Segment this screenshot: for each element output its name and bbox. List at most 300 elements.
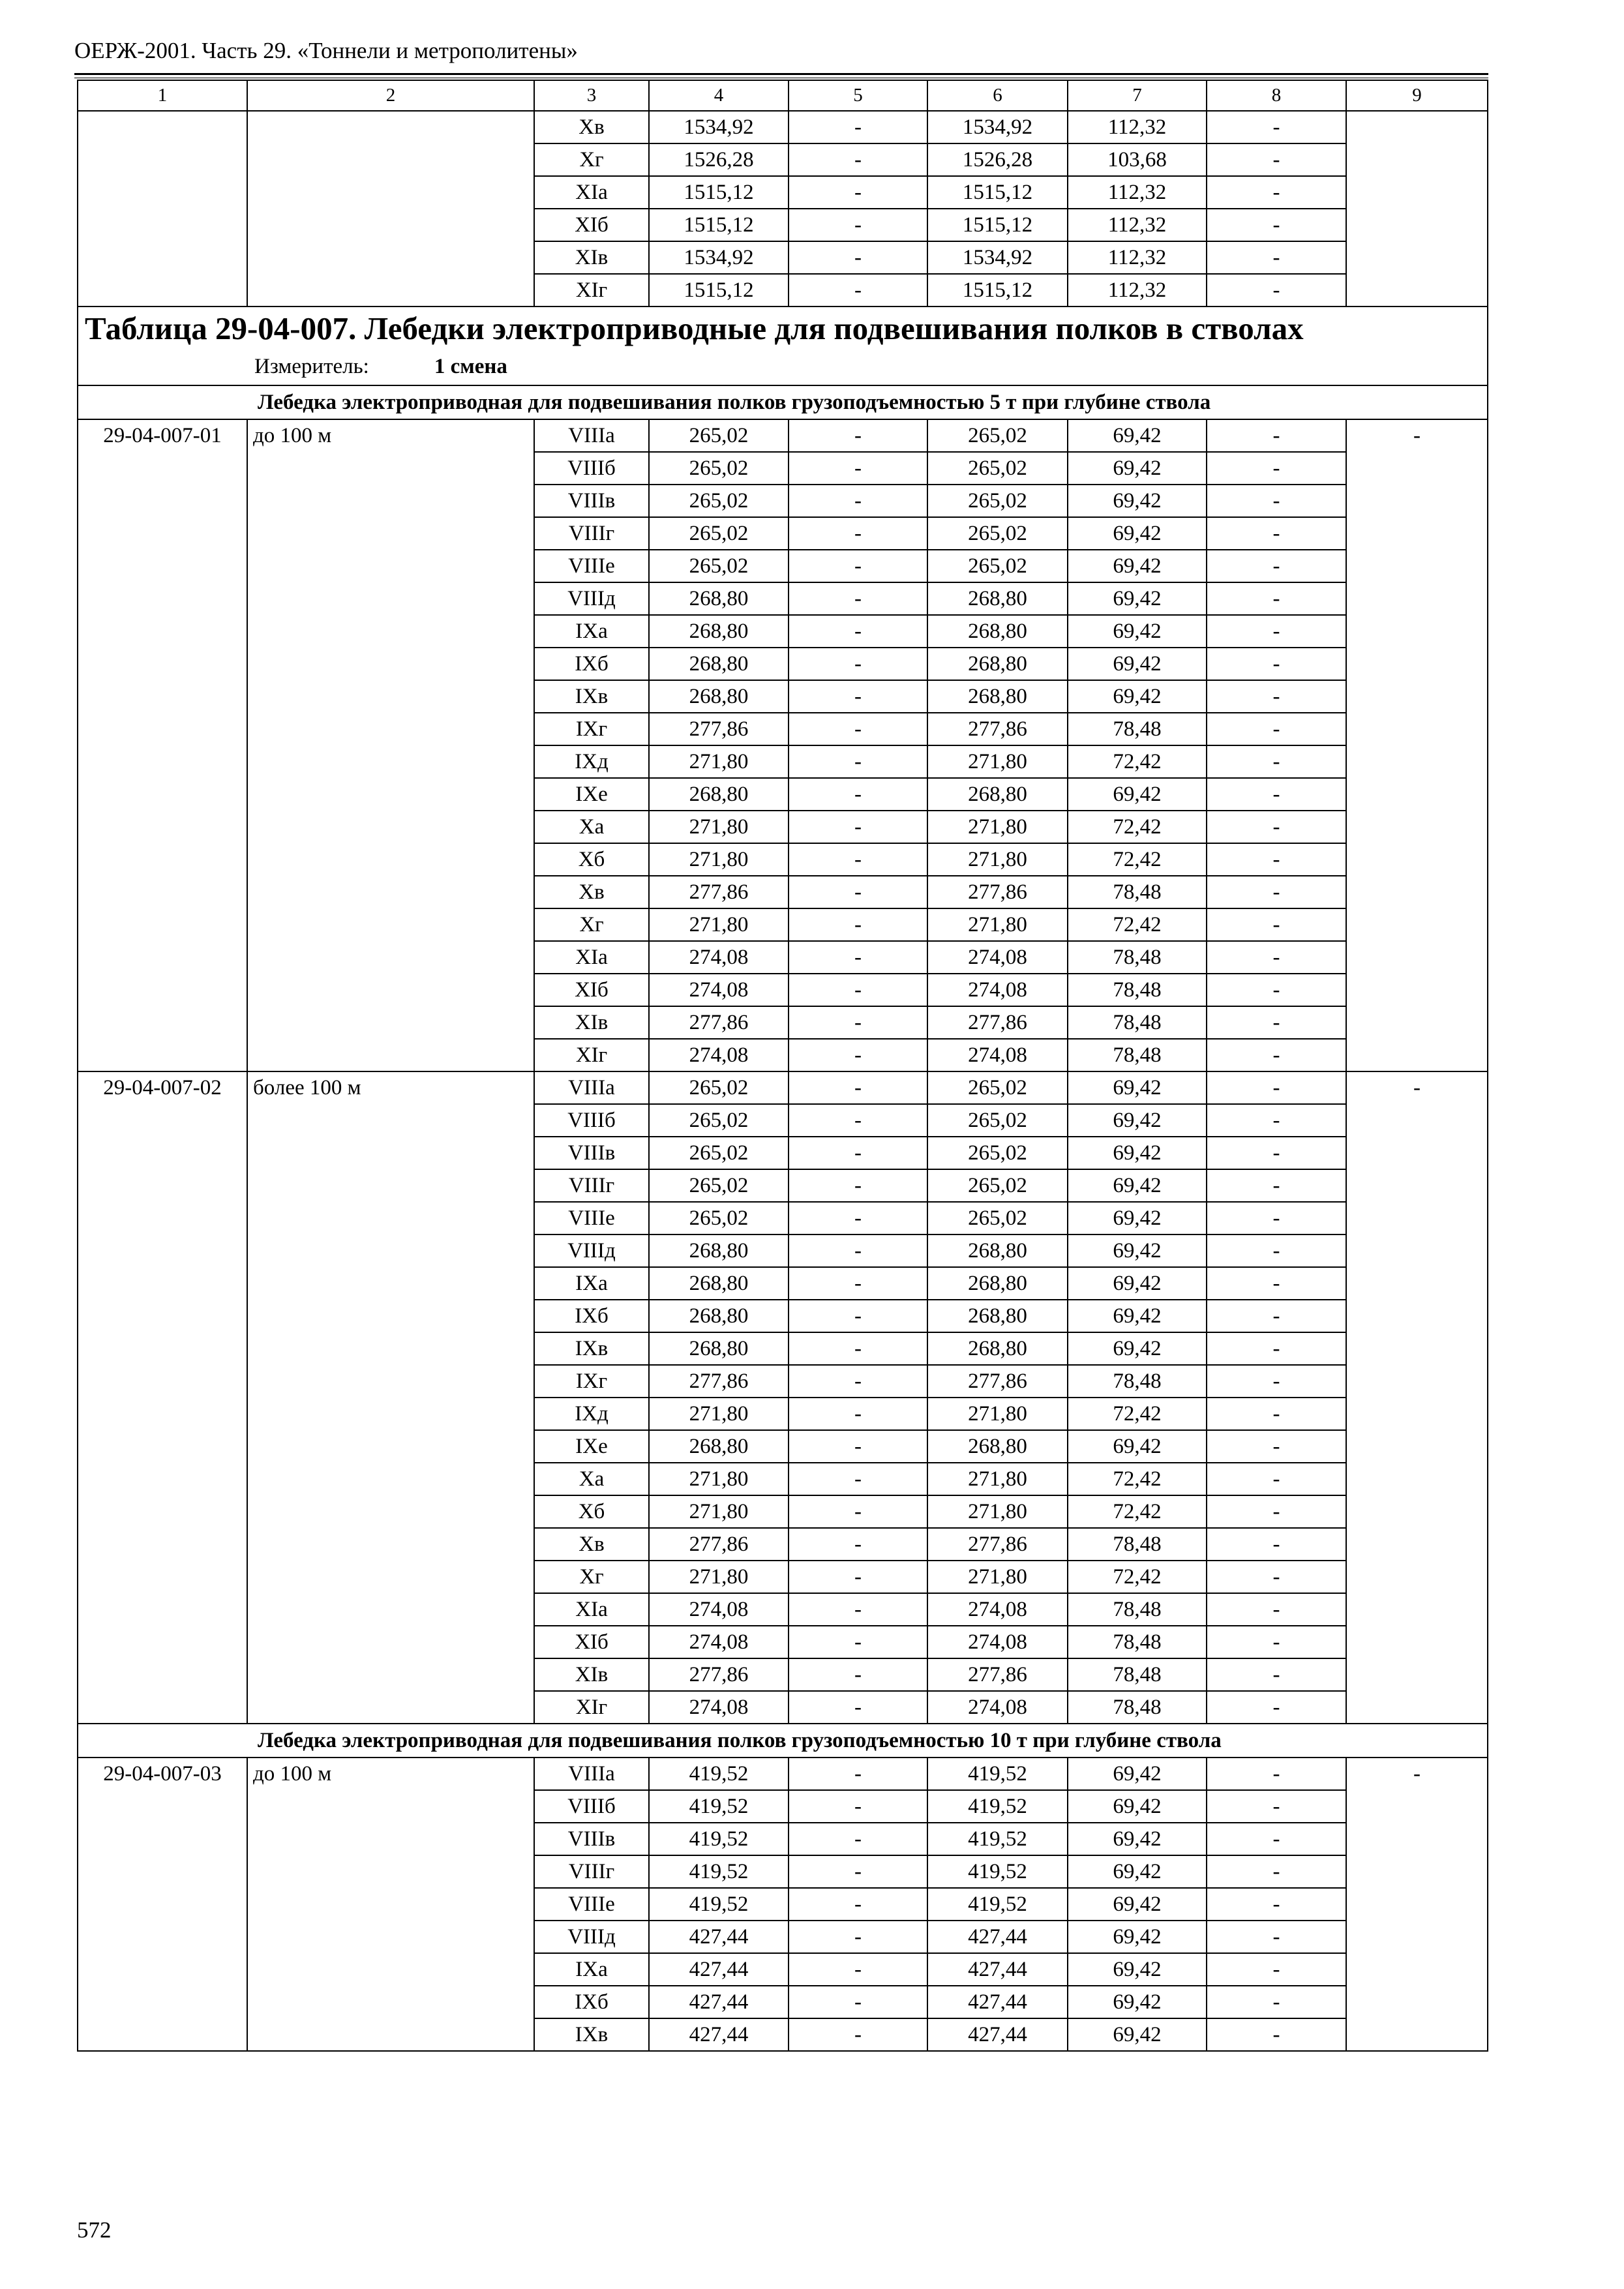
labor-cost: - bbox=[789, 843, 927, 876]
machine-cost: 271,80 bbox=[927, 1463, 1068, 1495]
total-cost: 265,02 bbox=[649, 452, 789, 485]
table-row bbox=[78, 1071, 1488, 1104]
operator-wage: 69,42 bbox=[1068, 1202, 1207, 1234]
materials-cost: - bbox=[1207, 1267, 1346, 1300]
materials-cost: - bbox=[1207, 778, 1346, 811]
labor-cost: - bbox=[789, 1137, 927, 1169]
operator-wage: 112,32 bbox=[1068, 209, 1207, 241]
labor-cost: - bbox=[789, 582, 927, 615]
total-cost: 274,08 bbox=[649, 1691, 789, 1724]
total-cost: 271,80 bbox=[649, 1463, 789, 1495]
resource-category: XIа bbox=[534, 941, 649, 974]
machine-cost: 265,02 bbox=[927, 1202, 1068, 1234]
materials-cost: - bbox=[1207, 1104, 1346, 1137]
operator-wage: 72,42 bbox=[1068, 811, 1207, 843]
operator-wage: 78,48 bbox=[1068, 876, 1207, 908]
machine-cost: 419,52 bbox=[927, 1888, 1068, 1921]
materials-cost: - bbox=[1207, 1332, 1346, 1365]
table-row bbox=[78, 419, 1488, 452]
materials-cost: - bbox=[1207, 1234, 1346, 1267]
materials-cost: - bbox=[1207, 876, 1346, 908]
operator-wage: 69,42 bbox=[1068, 1104, 1207, 1137]
total-cost: 265,02 bbox=[649, 1202, 789, 1234]
materials-cost: - bbox=[1207, 1006, 1346, 1039]
machine-cost: 1534,92 bbox=[927, 241, 1068, 274]
total-cost: 419,52 bbox=[649, 1758, 789, 1790]
operator-wage: 112,32 bbox=[1068, 111, 1207, 143]
labor-cost: - bbox=[789, 811, 927, 843]
total-cost: 277,86 bbox=[649, 1658, 789, 1691]
resource-category: Ха bbox=[534, 1463, 649, 1495]
total-cost: 427,44 bbox=[649, 1986, 789, 2018]
materials-cost: - bbox=[1207, 974, 1346, 1006]
col9-cell: - bbox=[1346, 1758, 1488, 2051]
total-cost: 1515,12 bbox=[649, 176, 789, 209]
total-cost: 265,02 bbox=[649, 419, 789, 452]
rate-description: более 100 м bbox=[247, 1071, 534, 1724]
materials-cost: - bbox=[1207, 1888, 1346, 1921]
operator-wage: 78,48 bbox=[1068, 1626, 1207, 1658]
resource-category: VIIIб bbox=[534, 1790, 649, 1823]
total-cost: 427,44 bbox=[649, 1921, 789, 1953]
materials-cost: - bbox=[1207, 1986, 1346, 2018]
machine-cost: 268,80 bbox=[927, 1300, 1068, 1332]
operator-wage: 69,42 bbox=[1068, 615, 1207, 648]
labor-cost: - bbox=[789, 1758, 927, 1790]
materials-cost: - bbox=[1207, 241, 1346, 274]
machine-cost: 274,08 bbox=[927, 1691, 1068, 1724]
operator-wage: 72,42 bbox=[1068, 745, 1207, 778]
operator-wage: 69,42 bbox=[1068, 452, 1207, 485]
total-cost: 271,80 bbox=[649, 1398, 789, 1430]
operator-wage: 69,42 bbox=[1068, 1234, 1207, 1267]
resource-category: IXе bbox=[534, 778, 649, 811]
labor-cost: - bbox=[789, 452, 927, 485]
total-cost: 419,52 bbox=[649, 1823, 789, 1855]
measure-label: Измеритель: bbox=[254, 355, 369, 378]
operator-wage: 72,42 bbox=[1068, 1495, 1207, 1528]
machine-cost: 268,80 bbox=[927, 1430, 1068, 1463]
labor-cost: - bbox=[789, 1365, 927, 1398]
operator-wage: 69,42 bbox=[1068, 1430, 1207, 1463]
machine-cost: 268,80 bbox=[927, 1234, 1068, 1267]
operator-wage: 72,42 bbox=[1068, 1398, 1207, 1430]
operator-wage: 69,42 bbox=[1068, 1953, 1207, 1986]
materials-cost: - bbox=[1207, 1561, 1346, 1593]
rate-code: 29-04-007-01 bbox=[78, 419, 247, 1071]
materials-cost: - bbox=[1207, 1039, 1346, 1071]
operator-wage: 72,42 bbox=[1068, 1561, 1207, 1593]
total-cost: 427,44 bbox=[649, 2018, 789, 2051]
operator-wage: 69,42 bbox=[1068, 1071, 1207, 1104]
machine-cost: 268,80 bbox=[927, 778, 1068, 811]
rate-code: 29-04-007-02 bbox=[78, 1071, 247, 1724]
total-cost: 1526,28 bbox=[649, 143, 789, 176]
materials-cost: - bbox=[1207, 1593, 1346, 1626]
page-number: 572 bbox=[77, 2217, 112, 2243]
materials-cost: - bbox=[1207, 843, 1346, 876]
resource-category: Хг bbox=[534, 143, 649, 176]
operator-wage: 69,42 bbox=[1068, 550, 1207, 582]
machine-cost: 271,80 bbox=[927, 811, 1068, 843]
operator-wage: 69,42 bbox=[1068, 1332, 1207, 1365]
resource-category: XIб bbox=[534, 1626, 649, 1658]
resource-category: XIв bbox=[534, 241, 649, 274]
machine-cost: 277,86 bbox=[927, 1006, 1068, 1039]
operator-wage: 78,48 bbox=[1068, 1593, 1207, 1626]
labor-cost: - bbox=[789, 1430, 927, 1463]
labor-cost: - bbox=[789, 713, 927, 745]
column-number-row bbox=[78, 80, 1488, 111]
labor-cost: - bbox=[789, 1953, 927, 1986]
total-cost: 274,08 bbox=[649, 941, 789, 974]
total-cost: 274,08 bbox=[649, 1039, 789, 1071]
materials-cost: - bbox=[1207, 1430, 1346, 1463]
resource-category: Хв bbox=[534, 1528, 649, 1561]
resource-category: VIIIг bbox=[534, 1855, 649, 1888]
materials-cost: - bbox=[1207, 811, 1346, 843]
operator-wage: 69,42 bbox=[1068, 419, 1207, 452]
resource-category: IXб bbox=[534, 648, 649, 680]
column-number: 8 bbox=[1207, 80, 1346, 111]
machine-cost: 427,44 bbox=[927, 1921, 1068, 1953]
operator-wage: 78,48 bbox=[1068, 1691, 1207, 1724]
machine-cost: 277,86 bbox=[927, 1528, 1068, 1561]
resource-category: IXа bbox=[534, 615, 649, 648]
total-cost: 268,80 bbox=[649, 1332, 789, 1365]
section-title-row bbox=[78, 385, 1488, 419]
materials-cost: - bbox=[1207, 1953, 1346, 1986]
measure-row bbox=[78, 349, 1488, 385]
total-cost: 271,80 bbox=[649, 745, 789, 778]
materials-cost: - bbox=[1207, 582, 1346, 615]
labor-cost: - bbox=[789, 908, 927, 941]
total-cost: 268,80 bbox=[649, 648, 789, 680]
resource-category: Ха bbox=[534, 811, 649, 843]
materials-cost: - bbox=[1207, 1398, 1346, 1430]
labor-cost: - bbox=[789, 1300, 927, 1332]
labor-cost: - bbox=[789, 974, 927, 1006]
labor-cost: - bbox=[789, 2018, 927, 2051]
resource-category: XIг bbox=[534, 274, 649, 307]
labor-cost: - bbox=[789, 1855, 927, 1888]
measure-cell bbox=[78, 349, 1488, 385]
resource-category: VIIIд bbox=[534, 582, 649, 615]
resource-category: IXг bbox=[534, 713, 649, 745]
resource-category: VIIIа bbox=[534, 1758, 649, 1790]
resource-category: VIIIа bbox=[534, 1071, 649, 1104]
operator-wage: 78,48 bbox=[1068, 1006, 1207, 1039]
total-cost: 1534,92 bbox=[649, 241, 789, 274]
labor-cost: - bbox=[789, 1921, 927, 1953]
machine-cost: 427,44 bbox=[927, 1986, 1068, 2018]
labor-cost: - bbox=[789, 550, 927, 582]
total-cost: 268,80 bbox=[649, 615, 789, 648]
labor-cost: - bbox=[789, 1332, 927, 1365]
machine-cost: 265,02 bbox=[927, 1071, 1068, 1104]
machine-cost: 271,80 bbox=[927, 908, 1068, 941]
total-cost: 277,86 bbox=[649, 1365, 789, 1398]
labor-cost: - bbox=[789, 648, 927, 680]
table-title: Таблица 29-04-007. Лебедки электроприводные для подвешивания полков в стволах bbox=[78, 307, 1488, 349]
labor-cost: - bbox=[789, 176, 927, 209]
column-number: 6 bbox=[927, 80, 1068, 111]
labor-cost: - bbox=[789, 1823, 927, 1855]
operator-wage: 78,48 bbox=[1068, 713, 1207, 745]
labor-cost: - bbox=[789, 517, 927, 550]
total-cost: 271,80 bbox=[649, 843, 789, 876]
resource-category: XIг bbox=[534, 1691, 649, 1724]
machine-cost: 427,44 bbox=[927, 1953, 1068, 1986]
resource-category: Хв bbox=[534, 876, 649, 908]
column-number: 9 bbox=[1346, 80, 1488, 111]
resource-category: IXа bbox=[534, 1267, 649, 1300]
labor-cost: - bbox=[789, 1593, 927, 1626]
materials-cost: - bbox=[1207, 648, 1346, 680]
total-cost: 1515,12 bbox=[649, 209, 789, 241]
total-cost: 265,02 bbox=[649, 485, 789, 517]
resource-category: XIа bbox=[534, 1593, 649, 1626]
labor-cost: - bbox=[789, 1626, 927, 1658]
labor-cost: - bbox=[789, 1104, 927, 1137]
resource-category: IXв bbox=[534, 1332, 649, 1365]
total-cost: 277,86 bbox=[649, 713, 789, 745]
total-cost: 1534,92 bbox=[649, 111, 789, 143]
total-cost: 271,80 bbox=[649, 1495, 789, 1528]
column-number: 5 bbox=[789, 80, 927, 111]
operator-wage: 69,42 bbox=[1068, 1790, 1207, 1823]
total-cost: 268,80 bbox=[649, 1430, 789, 1463]
total-cost: 265,02 bbox=[649, 1104, 789, 1137]
col9-cell: - bbox=[1346, 419, 1488, 1071]
labor-cost: - bbox=[789, 1169, 927, 1202]
resource-category: IXб bbox=[534, 1986, 649, 2018]
total-cost: 265,02 bbox=[649, 1071, 789, 1104]
operator-wage: 69,42 bbox=[1068, 2018, 1207, 2051]
operator-wage: 103,68 bbox=[1068, 143, 1207, 176]
col9-cell bbox=[1346, 111, 1488, 307]
labor-cost: - bbox=[789, 1202, 927, 1234]
resource-category: XIа bbox=[534, 176, 649, 209]
labor-cost: - bbox=[789, 1561, 927, 1593]
resource-category: IXд bbox=[534, 745, 649, 778]
operator-wage: 78,48 bbox=[1068, 1365, 1207, 1398]
machine-cost: 274,08 bbox=[927, 1039, 1068, 1071]
labor-cost: - bbox=[789, 745, 927, 778]
operator-wage: 69,42 bbox=[1068, 1758, 1207, 1790]
rate-description: до 100 м bbox=[247, 1758, 534, 2051]
machine-cost: 274,08 bbox=[927, 974, 1068, 1006]
resource-category: IXа bbox=[534, 1953, 649, 1986]
resource-category: XIб bbox=[534, 209, 649, 241]
total-cost: 419,52 bbox=[649, 1888, 789, 1921]
operator-wage: 78,48 bbox=[1068, 941, 1207, 974]
materials-cost: - bbox=[1207, 452, 1346, 485]
resource-category: VIIIг bbox=[534, 1169, 649, 1202]
total-cost: 274,08 bbox=[649, 1593, 789, 1626]
machine-cost: 271,80 bbox=[927, 1561, 1068, 1593]
description-cell bbox=[247, 111, 534, 307]
table-row bbox=[78, 111, 1488, 143]
total-cost: 274,08 bbox=[649, 974, 789, 1006]
machine-cost: 271,80 bbox=[927, 843, 1068, 876]
operator-wage: 69,42 bbox=[1068, 1300, 1207, 1332]
machine-cost: 1534,92 bbox=[927, 111, 1068, 143]
resource-category: VIIIа bbox=[534, 419, 649, 452]
total-cost: 265,02 bbox=[649, 550, 789, 582]
labor-cost: - bbox=[789, 1006, 927, 1039]
machine-cost: 265,02 bbox=[927, 1169, 1068, 1202]
labor-cost: - bbox=[789, 274, 927, 307]
resource-category: IXг bbox=[534, 1365, 649, 1398]
total-cost: 274,08 bbox=[649, 1626, 789, 1658]
machine-cost: 419,52 bbox=[927, 1758, 1068, 1790]
resource-category: VIIIв bbox=[534, 1137, 649, 1169]
table-body bbox=[78, 80, 1488, 2051]
materials-cost: - bbox=[1207, 2018, 1346, 2051]
machine-cost: 274,08 bbox=[927, 1626, 1068, 1658]
resource-category: Хг bbox=[534, 1561, 649, 1593]
rate-description: до 100 м bbox=[247, 419, 534, 1071]
section-title: Лебедка электроприводная для подвешивания полков грузоподъемностью 5 т при глубине ствола bbox=[78, 385, 1488, 419]
total-cost: 277,86 bbox=[649, 876, 789, 908]
resource-category: VIIIб bbox=[534, 452, 649, 485]
labor-cost: - bbox=[789, 680, 927, 713]
operator-wage: 69,42 bbox=[1068, 778, 1207, 811]
resource-category: VIIIд bbox=[534, 1921, 649, 1953]
materials-cost: - bbox=[1207, 274, 1346, 307]
machine-cost: 265,02 bbox=[927, 485, 1068, 517]
materials-cost: - bbox=[1207, 1300, 1346, 1332]
operator-wage: 69,42 bbox=[1068, 1137, 1207, 1169]
materials-cost: - bbox=[1207, 615, 1346, 648]
labor-cost: - bbox=[789, 485, 927, 517]
materials-cost: - bbox=[1207, 1495, 1346, 1528]
machine-cost: 277,86 bbox=[927, 1658, 1068, 1691]
machine-cost: 265,02 bbox=[927, 452, 1068, 485]
machine-cost: 271,80 bbox=[927, 1398, 1068, 1430]
machine-cost: 277,86 bbox=[927, 1365, 1068, 1398]
resource-category: XIг bbox=[534, 1039, 649, 1071]
operator-wage: 69,42 bbox=[1068, 1823, 1207, 1855]
labor-cost: - bbox=[789, 1528, 927, 1561]
resource-category: Хб bbox=[534, 1495, 649, 1528]
total-cost: 419,52 bbox=[649, 1855, 789, 1888]
operator-wage: 112,32 bbox=[1068, 241, 1207, 274]
section-title-row bbox=[78, 1724, 1488, 1758]
labor-cost: - bbox=[789, 1495, 927, 1528]
operator-wage: 69,42 bbox=[1068, 517, 1207, 550]
materials-cost: - bbox=[1207, 680, 1346, 713]
materials-cost: - bbox=[1207, 1921, 1346, 1953]
resource-category: Хб bbox=[534, 843, 649, 876]
labor-cost: - bbox=[789, 778, 927, 811]
operator-wage: 78,48 bbox=[1068, 1528, 1207, 1561]
operator-wage: 72,42 bbox=[1068, 843, 1207, 876]
total-cost: 271,80 bbox=[649, 811, 789, 843]
materials-cost: - bbox=[1207, 745, 1346, 778]
operator-wage: 69,42 bbox=[1068, 648, 1207, 680]
measure-unit: 1 смена bbox=[434, 355, 507, 378]
operator-wage: 69,42 bbox=[1068, 1169, 1207, 1202]
machine-cost: 265,02 bbox=[927, 550, 1068, 582]
machine-cost: 419,52 bbox=[927, 1790, 1068, 1823]
total-cost: 427,44 bbox=[649, 1953, 789, 1986]
labor-cost: - bbox=[789, 1790, 927, 1823]
machine-cost: 268,80 bbox=[927, 1332, 1068, 1365]
materials-cost: - bbox=[1207, 1463, 1346, 1495]
total-cost: 268,80 bbox=[649, 1267, 789, 1300]
resource-category: XIв bbox=[534, 1006, 649, 1039]
materials-cost: - bbox=[1207, 1202, 1346, 1234]
resource-category: VIIIе bbox=[534, 1202, 649, 1234]
rate-code: 29-04-007-03 bbox=[78, 1758, 247, 2051]
labor-cost: - bbox=[789, 1888, 927, 1921]
machine-cost: 265,02 bbox=[927, 1137, 1068, 1169]
resource-category: VIIIе bbox=[534, 550, 649, 582]
resource-category: VIIIв bbox=[534, 485, 649, 517]
labor-cost: - bbox=[789, 1071, 927, 1104]
column-number: 4 bbox=[649, 80, 789, 111]
materials-cost: - bbox=[1207, 1169, 1346, 1202]
total-cost: 265,02 bbox=[649, 517, 789, 550]
total-cost: 277,86 bbox=[649, 1528, 789, 1561]
materials-cost: - bbox=[1207, 1790, 1346, 1823]
column-number: 3 bbox=[534, 80, 649, 111]
machine-cost: 265,02 bbox=[927, 1104, 1068, 1137]
resource-category: IXе bbox=[534, 1430, 649, 1463]
machine-cost: 268,80 bbox=[927, 1267, 1068, 1300]
labor-cost: - bbox=[789, 1463, 927, 1495]
resource-category: XIв bbox=[534, 1658, 649, 1691]
materials-cost: - bbox=[1207, 485, 1346, 517]
machine-cost: 268,80 bbox=[927, 615, 1068, 648]
operator-wage: 112,32 bbox=[1068, 274, 1207, 307]
section-title: Лебедка электроприводная для подвешивания полков грузоподъемностью 10 т при глубине ствола bbox=[78, 1724, 1488, 1758]
total-cost: 268,80 bbox=[649, 778, 789, 811]
labor-cost: - bbox=[789, 111, 927, 143]
resource-category: IXв bbox=[534, 2018, 649, 2051]
total-cost: 268,80 bbox=[649, 582, 789, 615]
resource-category: IXд bbox=[534, 1398, 649, 1430]
header-rule bbox=[74, 73, 1488, 75]
materials-cost: - bbox=[1207, 1365, 1346, 1398]
machine-cost: 271,80 bbox=[927, 745, 1068, 778]
operator-wage: 69,42 bbox=[1068, 582, 1207, 615]
table-title-row bbox=[78, 307, 1488, 349]
labor-cost: - bbox=[789, 209, 927, 241]
machine-cost: 265,02 bbox=[927, 517, 1068, 550]
labor-cost: - bbox=[789, 1039, 927, 1071]
resource-category: VIIIе bbox=[534, 1888, 649, 1921]
resource-category: VIIIб bbox=[534, 1104, 649, 1137]
operator-wage: 69,42 bbox=[1068, 1888, 1207, 1921]
operator-wage: 69,42 bbox=[1068, 1986, 1207, 2018]
col9-cell: - bbox=[1346, 1071, 1488, 1724]
materials-cost: - bbox=[1207, 1823, 1346, 1855]
materials-cost: - bbox=[1207, 419, 1346, 452]
operator-wage: 78,48 bbox=[1068, 1039, 1207, 1071]
total-cost: 1515,12 bbox=[649, 274, 789, 307]
operator-wage: 72,42 bbox=[1068, 908, 1207, 941]
machine-cost: 277,86 bbox=[927, 713, 1068, 745]
operator-wage: 78,48 bbox=[1068, 974, 1207, 1006]
resource-category: IXб bbox=[534, 1300, 649, 1332]
materials-cost: - bbox=[1207, 1855, 1346, 1888]
machine-cost: 274,08 bbox=[927, 1593, 1068, 1626]
machine-cost: 265,02 bbox=[927, 419, 1068, 452]
materials-cost: - bbox=[1207, 1691, 1346, 1724]
